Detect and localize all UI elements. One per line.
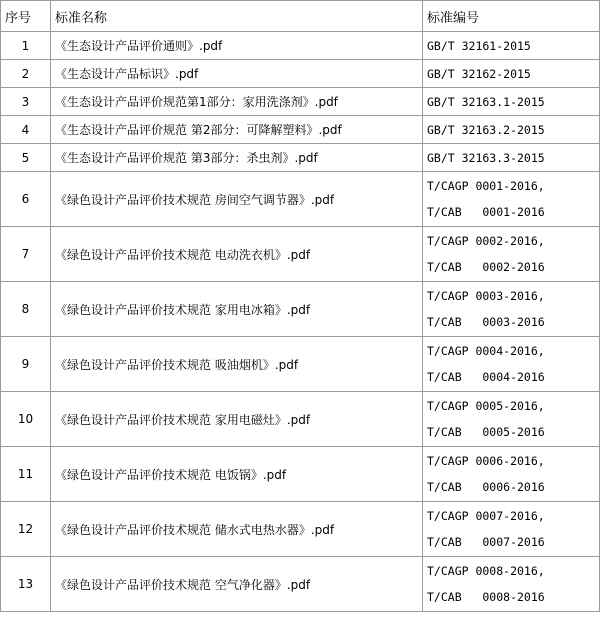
row-standard-code	[423, 282, 600, 337]
standard-code-line: T/CAGP 0008-2016,	[427, 564, 545, 578]
standard-code-line: T/CAB 0002-2016	[427, 260, 545, 274]
row-standard-code	[423, 172, 600, 227]
table-row	[1, 116, 600, 144]
row-standard-name: 《绿色设计产品评价技术规范 空气净化器》.pdf	[51, 557, 423, 612]
standard-code-line: T/CAB 0008-2016	[427, 590, 545, 604]
row-standard-code	[423, 227, 600, 282]
table-row	[1, 447, 600, 502]
standard-code-line: T/CAGP 0005-2016,	[427, 399, 545, 413]
header-name: 标准名称	[51, 1, 423, 32]
standard-code-line: GB/T 32161-2015	[427, 38, 531, 53]
row-seq: 4	[1, 116, 51, 144]
row-standard-code	[423, 32, 600, 60]
standard-code-line: GB/T 32163.3-2015	[427, 150, 545, 165]
row-seq: 10	[1, 392, 51, 447]
table-row	[1, 227, 600, 282]
standard-code-line: T/CAGP 0001-2016,	[427, 179, 545, 193]
header-seq: 序号	[1, 1, 51, 32]
standard-code-line: GB/T 32162-2015	[427, 66, 531, 81]
row-standard-code	[423, 116, 600, 144]
table-row	[1, 392, 600, 447]
row-standard-code	[423, 447, 600, 502]
row-standard-code	[423, 502, 600, 557]
row-standard-name: 《绿色设计产品评价技术规范 房间空气调节器》.pdf	[51, 172, 423, 227]
table-row	[1, 60, 600, 88]
table-row	[1, 557, 600, 612]
row-standard-code	[423, 144, 600, 172]
row-seq: 7	[1, 227, 51, 282]
standard-code-line: T/CAGP 0006-2016,	[427, 454, 545, 468]
header-row	[1, 1, 600, 32]
standard-code-line: GB/T 32163.2-2015	[427, 122, 545, 137]
row-seq: 8	[1, 282, 51, 337]
standard-code-line: T/CAGP 0004-2016,	[427, 344, 545, 358]
row-seq: 12	[1, 502, 51, 557]
row-standard-code	[423, 557, 600, 612]
row-standard-code	[423, 392, 600, 447]
standard-code-line: T/CAGP 0002-2016,	[427, 234, 545, 248]
row-standard-code	[423, 337, 600, 392]
standard-code-line: T/CAB 0003-2016	[427, 315, 545, 329]
row-seq: 13	[1, 557, 51, 612]
row-standard-name: 《生态设计产品评价规范第1部分：家用洗涤剂》.pdf	[51, 88, 423, 116]
row-seq: 6	[1, 172, 51, 227]
row-seq: 9	[1, 337, 51, 392]
standard-code-line: T/CAB 0005-2016	[427, 425, 545, 439]
standard-code-line: GB/T 32163.1-2015	[427, 94, 545, 109]
table-row	[1, 32, 600, 60]
table-row	[1, 337, 600, 392]
table-row	[1, 172, 600, 227]
row-seq: 11	[1, 447, 51, 502]
row-standard-code	[423, 88, 600, 116]
standard-code-line: T/CAB 0007-2016	[427, 535, 545, 549]
header-code: 标准编号	[423, 1, 600, 32]
row-seq: 3	[1, 88, 51, 116]
row-standard-name: 《生态设计产品评价规范 第2部分：可降解塑料》.pdf	[51, 116, 423, 144]
row-seq: 5	[1, 144, 51, 172]
standard-code-line: T/CAB 0004-2016	[427, 370, 545, 384]
row-standard-name: 《绿色设计产品评价技术规范 电饭锅》.pdf	[51, 447, 423, 502]
row-standard-name: 《绿色设计产品评价技术规范 家用电冰箱》.pdf	[51, 282, 423, 337]
table-body	[1, 32, 600, 612]
standard-code-line: T/CAB 0001-2016	[427, 205, 545, 219]
row-standard-name: 《绿色设计产品评价技术规范 吸油烟机》.pdf	[51, 337, 423, 392]
table-row	[1, 282, 600, 337]
row-seq: 1	[1, 32, 51, 60]
standard-code-line: T/CAB 0006-2016	[427, 480, 545, 494]
standard-code-line: T/CAGP 0003-2016,	[427, 289, 545, 303]
row-standard-name: 《生态设计产品评价通则》.pdf	[51, 32, 423, 60]
row-standard-name: 《绿色设计产品评价技术规范 储水式电热水器》.pdf	[51, 502, 423, 557]
table-row	[1, 88, 600, 116]
standard-code-line: T/CAGP 0007-2016,	[427, 509, 545, 523]
row-standard-name: 《绿色设计产品评价技术规范 电动洗衣机》.pdf	[51, 227, 423, 282]
row-standard-name: 《绿色设计产品评价技术规范 家用电磁灶》.pdf	[51, 392, 423, 447]
row-seq: 2	[1, 60, 51, 88]
row-standard-code	[423, 60, 600, 88]
row-standard-name: 《生态设计产品评价规范 第3部分：杀虫剂》.pdf	[51, 144, 423, 172]
table-row	[1, 144, 600, 172]
row-standard-name: 《生态设计产品标识》.pdf	[51, 60, 423, 88]
table-row	[1, 502, 600, 557]
